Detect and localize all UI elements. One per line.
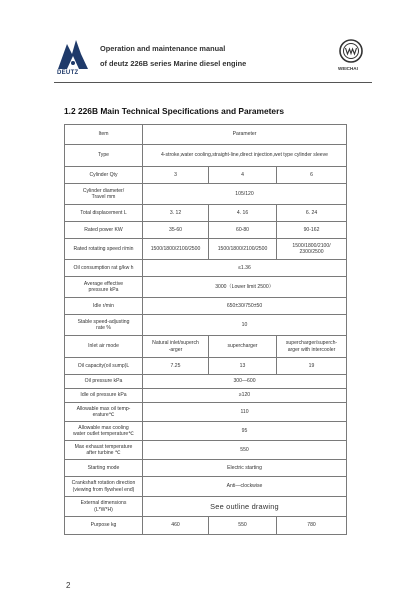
row-label: Purpose kg (65, 517, 143, 535)
table-row (65, 315, 347, 336)
cell-value-line: Natural inlet/superch (152, 340, 199, 347)
row-label-line: after turbine ℃ (86, 450, 121, 456)
row-label-line: water outlet temperature℃ (73, 431, 134, 437)
row-value: 4-stroke,water cooling,straight-line,direct injection,wet type cylinder sleeve (143, 145, 347, 167)
row-label: Rated rotating speed r/min (65, 239, 143, 260)
weichai-logo-icon (339, 39, 363, 63)
row-value: 110 (143, 403, 347, 422)
cell-value: 780 (277, 517, 347, 535)
cell-value: 60-80 (209, 222, 277, 239)
row-label: Oil consumption rat g/kw h (65, 260, 143, 277)
table-header-row (65, 125, 347, 145)
cell-value: 4 (209, 167, 277, 184)
cell-value: 1500/1800/2100/2500 (209, 239, 277, 260)
row-label (65, 403, 143, 422)
row-value: 550 (143, 441, 347, 460)
deutz-logo-icon (55, 36, 91, 70)
row-label-line: Travel mm (91, 194, 116, 200)
table-row (65, 389, 347, 403)
row-label: Idle oil pressure kPa (65, 389, 143, 403)
table-row (65, 336, 347, 358)
row-value: Anti—clockwise (143, 477, 347, 497)
cell-value: 3 (143, 167, 209, 184)
row-label-line: Allowable max oil temp- (76, 405, 131, 412)
table-row (65, 422, 347, 441)
row-label-line: Cylinder diameter/ (82, 187, 125, 194)
cell-value-line: 1500/1800/2100/ (292, 242, 331, 249)
manual-title-line1: Operation and maintenance manual (100, 44, 226, 53)
row-value: 95 (143, 422, 347, 441)
page-number: 2 (66, 581, 71, 590)
row-label: Cylinder Qty (65, 167, 143, 184)
weichai-brand-text: WEICHAI (338, 66, 358, 71)
table-row (65, 239, 347, 260)
cell-value (277, 239, 347, 260)
section-title: 1.2 226B Main Technical Specifications and Parameters (64, 106, 285, 116)
cell-value: 35-60 (143, 222, 209, 239)
table-row (65, 517, 347, 535)
row-value: 300—600 (143, 375, 347, 389)
cell-value-line: arger with intercooler (287, 346, 336, 353)
row-label-line: erature℃ (92, 412, 115, 418)
row-label (65, 422, 143, 441)
cell-value: 3. 12 (143, 205, 209, 222)
row-label-line: Crankshaft rotation direction (71, 480, 136, 487)
row-label: Starting mode (65, 460, 143, 477)
cell-value-line: -arger (168, 346, 183, 353)
row-label: Oil capacity(oil sump)L (65, 358, 143, 375)
row-value: ≤1.36 (143, 260, 347, 277)
row-label: Rated power KW (65, 222, 143, 239)
table-row (65, 497, 347, 517)
cell-value: 6. 24 (277, 205, 347, 222)
cell-value-line: supercharger/superch- (285, 340, 338, 347)
table-row (65, 184, 347, 205)
cell-value (277, 336, 347, 358)
cell-value (143, 336, 209, 358)
cell-value: supercharger (209, 336, 277, 358)
row-label (65, 497, 143, 517)
row-label (65, 184, 143, 205)
manual-title-line2: of deutz 226B series Marine diesel engine (100, 59, 247, 68)
table-row (65, 260, 347, 277)
cell-value: 6 (277, 167, 347, 184)
row-value: See outline drawing (143, 497, 347, 517)
table-row (65, 205, 347, 222)
table-row (65, 298, 347, 315)
row-value: ≥120 (143, 389, 347, 403)
cell-value: 550 (209, 517, 277, 535)
cell-value: 13 (209, 358, 277, 375)
table-row (65, 358, 347, 375)
row-label-line: pressure kPa (88, 287, 119, 293)
table-row (65, 145, 347, 167)
page-header (0, 0, 414, 95)
row-label (65, 315, 143, 336)
row-label-line: (viewing from flywheel end) (72, 486, 135, 493)
cell-value: 460 (143, 517, 209, 535)
cell-value: 90-162 (277, 222, 347, 239)
row-label-line: Max exhaust temperature (74, 443, 133, 450)
row-value: 3000（Lower limit 2500） (143, 277, 347, 298)
deutz-brand-text: DEUTZ (57, 70, 79, 76)
table-row (65, 460, 347, 477)
header-divider (54, 82, 372, 83)
row-label-line: rate % (96, 325, 111, 331)
table-row (65, 277, 347, 298)
table-row (65, 167, 347, 184)
table-row (65, 375, 347, 389)
row-label: Type (65, 145, 143, 167)
specifications-table (64, 124, 347, 535)
row-value: 650±30/750±50 (143, 298, 347, 315)
table-row (65, 403, 347, 422)
table-row (65, 477, 347, 497)
row-label: Total displacement L (65, 205, 143, 222)
row-label (65, 277, 143, 298)
row-label (65, 441, 143, 460)
row-label: Idle r/min (65, 298, 143, 315)
table-row (65, 441, 347, 460)
row-label: Oil pressure kPa (65, 375, 143, 389)
column-header-parameter: Parameter (143, 125, 347, 145)
row-label-line: Allowable max cooling (78, 424, 129, 431)
cell-value: 4. 16 (209, 205, 277, 222)
row-label-line: (L*W*H) (94, 506, 113, 513)
table-row (65, 222, 347, 239)
cell-value: 7.25 (143, 358, 209, 375)
row-label-line: Stable speed-adjusting (77, 318, 130, 325)
cell-value: 19 (277, 358, 347, 375)
row-label-line: Average effective (83, 280, 124, 287)
column-header-item: Item (65, 125, 143, 145)
cell-value-line: 2300/2500 (299, 249, 324, 255)
row-label-line: External dimensions (80, 500, 127, 507)
row-value: 10 (143, 315, 347, 336)
row-value: 105/120 (143, 184, 347, 205)
row-value: Electric starting (143, 460, 347, 477)
row-label: Inlet air mode (65, 336, 143, 358)
cell-value: 1500/1800/2100/2500 (143, 239, 209, 260)
row-label (65, 477, 143, 497)
